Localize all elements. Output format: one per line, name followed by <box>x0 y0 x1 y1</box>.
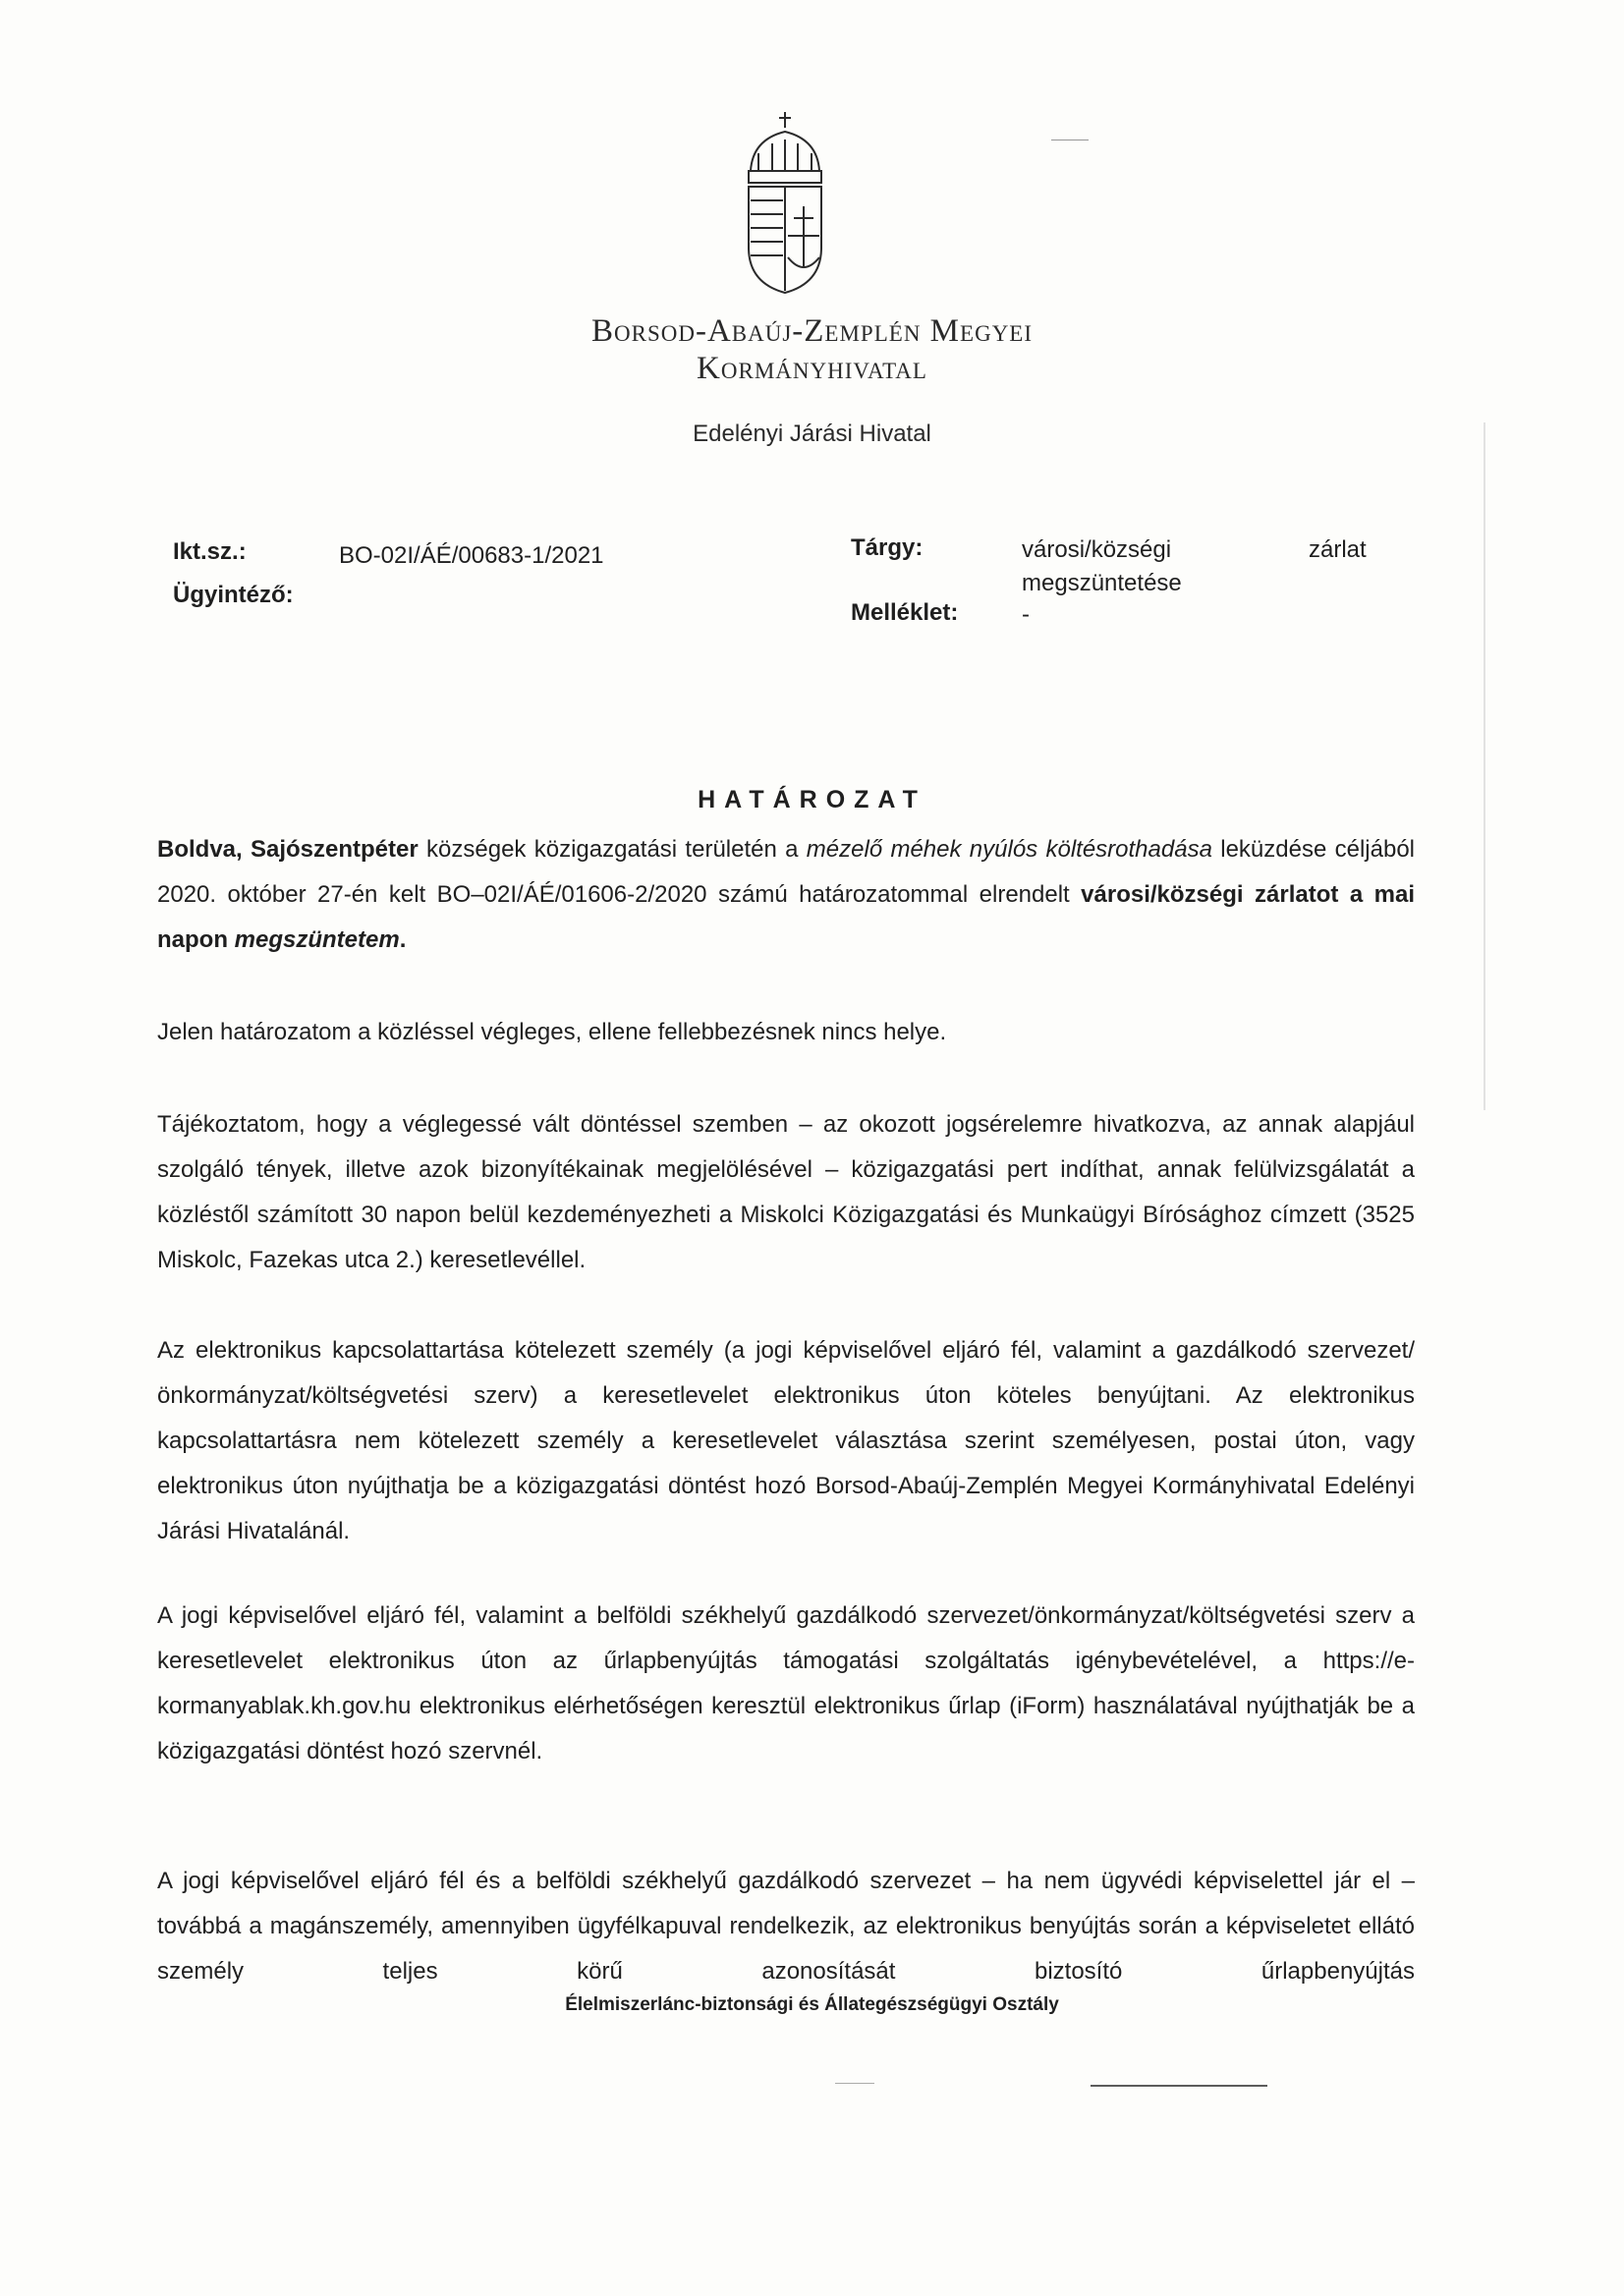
identification-paragraph: A jogi képviselővel eljáró fél és a belföldi székhelyű gazdálkodó szervezet – ha nem ügyvédi képviselettel jár el – továbbá a magánszemély, amennyiben ügyfélkapuval rendelkezik, az elektronikus benyújtás során a képviseletet ellátó személy teljes körű azonosítását biztosító űrlapbenyújtás <box>157 1868 1415 1985</box>
targy-value-part2: zárlat <box>1309 536 1367 563</box>
scan-artifact-line <box>1091 2085 1267 2087</box>
finality-paragraph: Jelen határozatom a közléssel végleges, ellene fellebbezésnek nincs helye. <box>157 1019 947 1045</box>
electronic-contact-paragraph: Az elektronikus kapcsolattartása kötelezett személy (a jogi képviselővel eljáró fél, valamint a gazdálkodó szervezet/önkormányzat/költségvetési szerv) a keresetlevelet elektronikus úton köteles benyújtani. Az elektronikus kapcsolattartásra nem kötelezett személy a keresetlevelet választása szerint személyesen, postai úton, vagy elektronikus úton nyújthatja be a közigazgatási döntést hozó Borsod-Abaúj-Zemplén Megyei Kormányhivatal Edelényi Járási Hivatalánál. <box>157 1337 1415 1544</box>
issuing-authority-type: Kormányhivatal <box>697 351 927 386</box>
decision-period: . <box>399 926 407 953</box>
decision-verb: megszüntetem <box>234 926 400 953</box>
targy-value-part1: városi/községi <box>1022 536 1172 563</box>
scan-edge-shadow <box>1484 422 1485 1110</box>
decision-text-1: községek közigazgatási területén a <box>418 836 807 863</box>
decision-title: HATÁROZAT <box>698 786 926 813</box>
issuing-authority-name: Borsod-Abaúj-Zemplén Megyei <box>590 313 1034 349</box>
decision-text-2: leküzdése céljából 2020. október 27-én kelt BO–02I/ÁÉ/01606-2/2020 számú határozatommal elrendelt <box>157 836 1416 908</box>
disease-name: mézelő méhek nyúlós költésrothadása <box>806 836 1212 863</box>
decision-paragraph <box>157 827 1415 963</box>
targy-value-part3: megszüntetése <box>1022 570 1182 596</box>
legal-remedy-paragraph: Tájékoztatom, hogy a véglegessé vált döntéssel szemben – az okozott jogsérelemre hivatkozva, az annak alapjául szolgáló tények, illetve azok bizonyítékainak megjelölésével – közigazgatási pert indíthat, annak felülvizsgálatát a közléstől számított 30 napon belül kezdeményezheti a Miskolci Közigazgatási és Munkaügyi Bírósághoz címzett (3525 Miskolc, Fazekas utca 2.) keresetlevéllel. <box>157 1111 1415 1273</box>
iktsz-label: Ikt.sz.: <box>173 538 247 565</box>
decision-text-3: városi/községi zárlatot a mai napon <box>157 881 1415 953</box>
municipalities-text: Boldva, Sajószentpéter <box>157 836 419 863</box>
melleklet-label: Melléklet: <box>851 599 959 626</box>
melleklet-value: - <box>1022 601 1030 628</box>
department-footer: Élelmiszerlánc-biztonsági és Állategészségügyi Osztály <box>565 1994 1059 2015</box>
hungarian-coat-of-arms-icon <box>739 110 831 297</box>
ugyintezo-label: Ügyintéző: <box>173 582 294 608</box>
targy-label: Tárgy: <box>851 534 924 561</box>
iform-paragraph: A jogi képviselővel eljáró fél, valamint a belföldi székhelyű gazdálkodó szervezet/önkormányzat/költségvetési szerv a keresetlevelet elektronikus úton az űrlapbenyújtás támogatási szolgáltatás igénybevételével, a https://e-kormanyablak.kh.gov.hu elektronikus elérhetőségen keresztül elektronikus űrlap (iForm) használatával nyújthatják be a közigazgatási döntést hozó szervnél. <box>157 1602 1415 1764</box>
district-office-name: Edelényi Járási Hivatal <box>693 420 931 447</box>
iktsz-value: BO-02I/ÁÉ/00683-1/2021 <box>339 542 604 569</box>
scan-artifact-dash <box>835 2083 874 2084</box>
